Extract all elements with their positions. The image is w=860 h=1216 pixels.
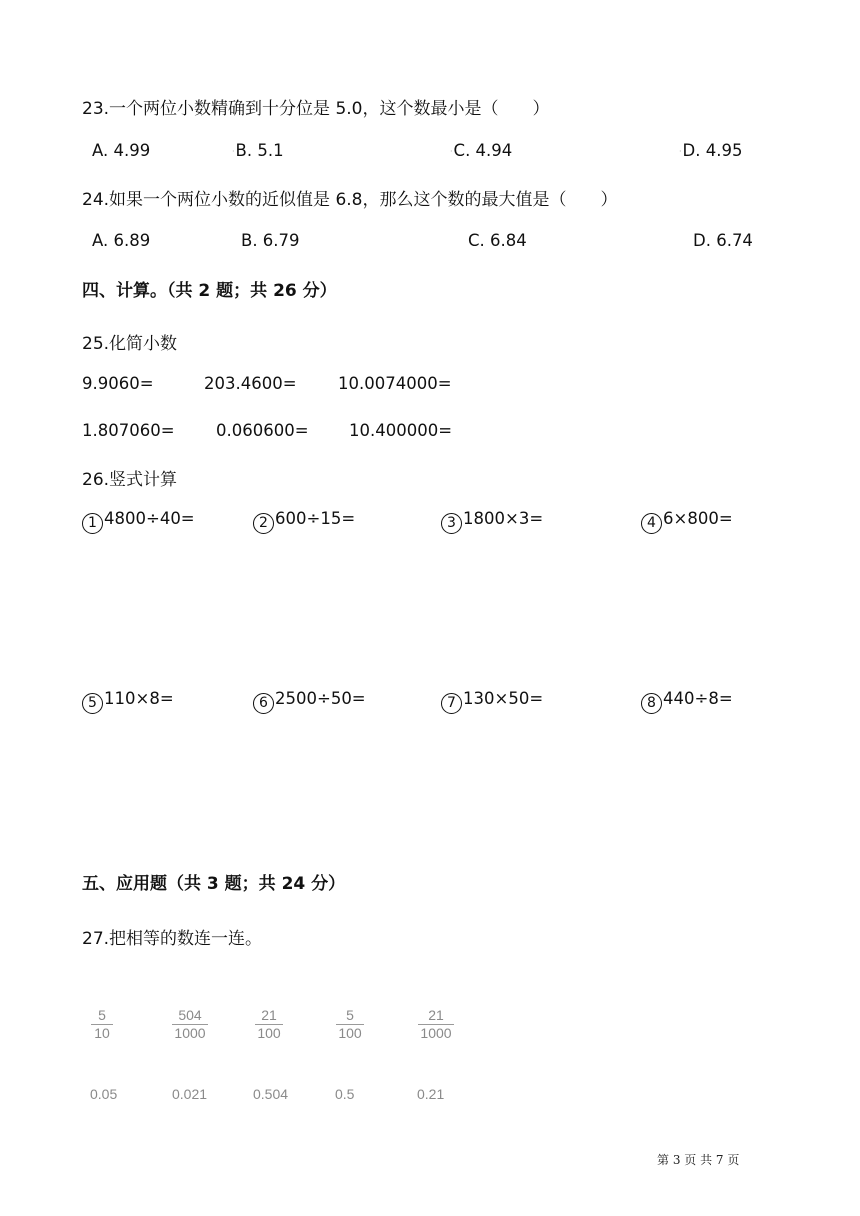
q24-option-a: A. 6.89 [92, 231, 151, 250]
q26-item: 5 110×8= [82, 689, 174, 714]
section-4-heading: 四、计算。（共 2 题；共 26 分） [82, 281, 337, 301]
decimal-value: 0.5 [335, 1086, 355, 1102]
q25-expression: 10.400000= [349, 421, 453, 440]
q25-expression: 10.0074000= [338, 374, 452, 393]
q25-expression: 203.4600= [204, 374, 297, 393]
question-23-text: 23.一个两位小数精确到十分位是 5.0，这个数最小是（ ） [82, 99, 550, 119]
q26-item: 7 130×50= [441, 689, 543, 714]
q26-item: 3 1800×3= [441, 509, 543, 534]
q26-item: 6 2500÷50= [253, 689, 366, 714]
q26-item: 4 6×800= [641, 509, 733, 534]
q25-expression: 0.060600= [216, 421, 309, 440]
question-25-title: 25.化简小数 [82, 334, 178, 354]
q23-option-d: ·D. 4.95 [679, 141, 743, 160]
page-number: 第 3 页 共 7 页 [657, 1153, 740, 1167]
section-5-heading: 五、应用题（共 3 题；共 24 分） [82, 874, 346, 894]
circled-number: 2 [253, 513, 274, 534]
question-26-title: 26.竖式计算 [82, 470, 178, 490]
decimal-value: 0.504 [253, 1086, 289, 1102]
circled-number: 5 [82, 693, 103, 714]
q25-expression: 1.807060= [82, 421, 175, 440]
fraction: 5 100 [334, 1007, 366, 1041]
fraction: 5 10 [88, 1007, 116, 1041]
q26-item: 8 440÷8= [641, 689, 733, 714]
q26-item: 2 600÷15= [253, 509, 355, 534]
fraction: 504 1000 [170, 1007, 210, 1041]
decimal-value: 0.21 [417, 1086, 445, 1102]
fraction: 21 100 [253, 1007, 285, 1041]
q24-option-c: C. 6.84 [468, 231, 527, 250]
fraction: 21 1000 [416, 1007, 456, 1041]
q23-option-b: ·B. 5.1 [232, 141, 284, 160]
circled-number: 1 [82, 513, 103, 534]
q24-option-d: D. 6.74 [693, 231, 753, 250]
q25-expression: 9.9060= [82, 374, 154, 393]
circled-number: 3 [441, 513, 462, 534]
q23-option-a: A. 4.99 [92, 141, 151, 160]
circled-number: 6 [253, 693, 274, 714]
question-24-text: 24.如果一个两位小数的近似值是 6.8，那么这个数的最大值是（ ） [82, 190, 618, 210]
question-27-title: 27.把相等的数连一连。 [82, 929, 263, 949]
circled-number: 4 [641, 513, 662, 534]
decimal-value: 0.021 [172, 1086, 208, 1102]
circled-number: 7 [441, 693, 462, 714]
q23-option-c: ·C. 4.94 [450, 141, 513, 160]
circled-number: 8 [641, 693, 662, 714]
decimal-value: 0.05 [90, 1086, 118, 1102]
q26-item: 1 4800÷40= [82, 509, 195, 534]
q24-option-b: B. 6.79 [241, 231, 300, 250]
